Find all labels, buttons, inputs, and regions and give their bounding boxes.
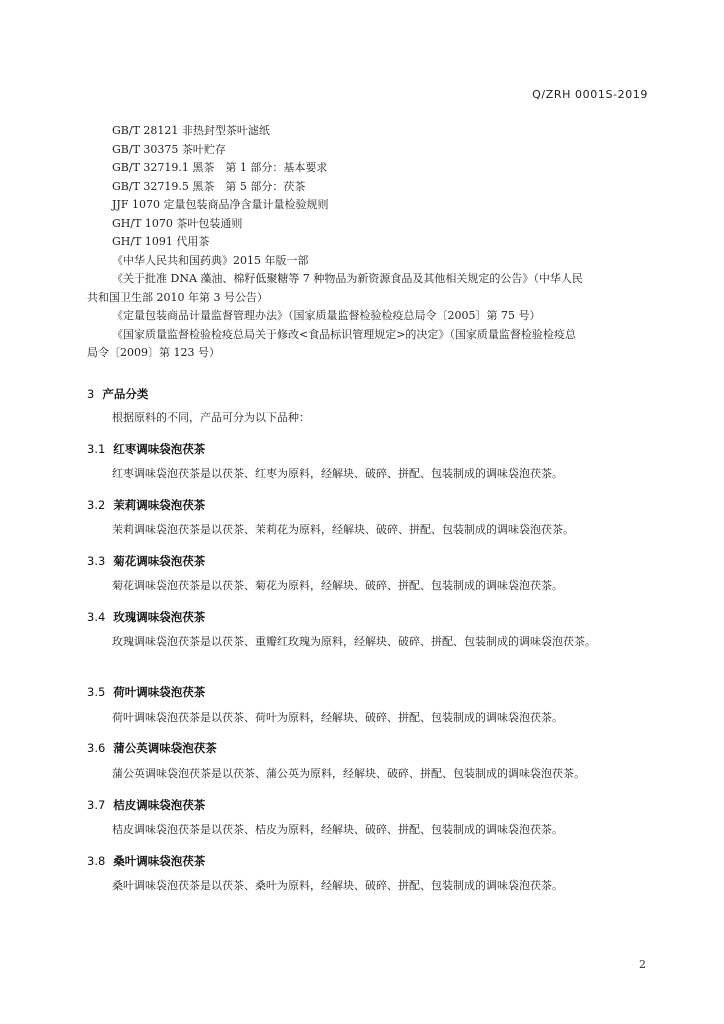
normative-references — [87, 122, 649, 363]
subsection-text: 桑叶调味袋泡茯茶是以茯茶、桑叶为原料，经解块、破碎、拼配、包装制成的调味袋泡茯茶。 — [112, 879, 563, 892]
subsection-heading — [87, 609, 205, 625]
reference-line: 《国家质量监督检验检疫总局关于修改<食品标识管理规定>的决定》（国家质量监督检验检疫总 — [112, 327, 576, 341]
reference-item: GH/T 1091 代用茶 — [112, 235, 210, 248]
page-number: 2 — [639, 958, 646, 971]
subsection-number: 3.2 — [87, 498, 106, 512]
subsection-number: 3.8 — [87, 854, 106, 868]
reference-item: GB/T 28121 非热封型茶叶滤纸 — [112, 124, 270, 137]
subsection-title: 菊花调味袋泡茯茶 — [113, 554, 206, 568]
subsection-text: 红枣调味袋泡茯茶是以茯茶、红枣为原料，经解块、破碎、拼配、包装制成的调味袋泡茯茶。 — [112, 467, 563, 480]
subsection-heading — [87, 740, 217, 756]
subsection-text: 蒲公英调味袋泡茯茶是以茯茶、蒲公英为原料，经解块、破碎、拼配、包装制成的调味袋泡茯茶。 — [112, 767, 585, 780]
section-title: 产品分类 — [102, 387, 149, 401]
subsection-heading — [87, 797, 205, 813]
subsection-heading — [87, 853, 205, 869]
reference-item — [87, 270, 649, 307]
reference-item — [87, 326, 649, 363]
section-number: 3 — [87, 387, 95, 401]
subsection-text: 菊花调味袋泡茯茶是以茯茶、菊花为原料，经解块、破碎、拼配、包装制成的调味袋泡茯茶。 — [112, 579, 563, 592]
subsection-title: 荷叶调味袋泡茯茶 — [113, 685, 206, 699]
subsection-number: 3.5 — [87, 685, 106, 699]
subsection-heading — [87, 684, 205, 700]
subsection-number: 3.6 — [87, 741, 106, 755]
document-code: Q/ZRH 0001S-2019 — [532, 88, 648, 101]
reference-item: GB/T 30375 茶叶贮存 — [112, 142, 226, 156]
subsection-title: 玫瑰调味袋泡茯茶 — [113, 610, 206, 624]
reference-item: GB/T 32719.5 黑茶 第 5 部分：茯茶 — [112, 179, 306, 193]
subsection-title: 红枣调味袋泡茯茶 — [113, 442, 206, 456]
reference-line: 《关于批准 DNA 藻油、棉籽低聚糖等 7 种物品为新资源食品及其他相关规定的公告》（中华人民 — [112, 272, 583, 285]
reference-line: 共和国卫生部 2010 年第 3 号公告） — [87, 290, 268, 304]
reference-item: JJF 1070 定量包装商品净含量计量检验规则 — [112, 198, 329, 211]
subsection-number: 3.4 — [87, 610, 106, 624]
subsection-title: 桑叶调味袋泡茯茶 — [113, 854, 206, 868]
subsection-title: 蒲公英调味袋泡茯茶 — [113, 741, 217, 755]
reference-item: 《定量包装商品计量监督管理办法》（国家质量监督检验检疫总局令〔2005〕第 75 号） — [112, 309, 541, 322]
subsection-text: 茉莉调味袋泡茯茶是以茯茶、茉莉花为原料，经解块、破碎、拼配、包装制成的调味袋泡茯茶。 — [112, 523, 574, 536]
reference-item: GB/T 32719.1 黑茶 第 1 部分：基本要求 — [112, 161, 328, 174]
reference-item: 《中华人民共和国药典》2015 年版一部 — [112, 253, 309, 267]
section-intro: 根据原料的不同，产品可分为以下品种： — [112, 411, 310, 424]
subsection-heading — [87, 553, 205, 569]
reference-line: 局令〔2009〕第 123 号） — [87, 346, 220, 359]
subsection-heading — [87, 441, 205, 457]
subsection-title: 桔皮调味袋泡茯茶 — [113, 798, 206, 812]
subsection-title: 茉莉调味袋泡茯茶 — [113, 498, 206, 512]
subsection-number: 3.1 — [87, 442, 106, 456]
subsection-heading — [87, 497, 205, 513]
subsection-number: 3.7 — [87, 798, 106, 812]
subsection-text: 桔皮调味袋泡茯茶是以茯茶、桔皮为原料，经解块、破碎、拼配、包装制成的调味袋泡茯茶。 — [112, 823, 563, 836]
subsection-number: 3.3 — [87, 554, 106, 568]
subsection-text: 玫瑰调味袋泡茯茶是以茯茶、重瓣红玫瑰为原料，经解块、破碎、拼配、包装制成的调味袋泡茯茶。 — [112, 635, 596, 648]
subsection-text: 荷叶调味袋泡茯茶是以茯茶、荷叶为原料，经解块、破碎、拼配、包装制成的调味袋泡茯茶。 — [112, 711, 563, 724]
section-heading — [87, 386, 148, 402]
reference-item: GH/T 1070 茶叶包装通则 — [112, 216, 243, 230]
